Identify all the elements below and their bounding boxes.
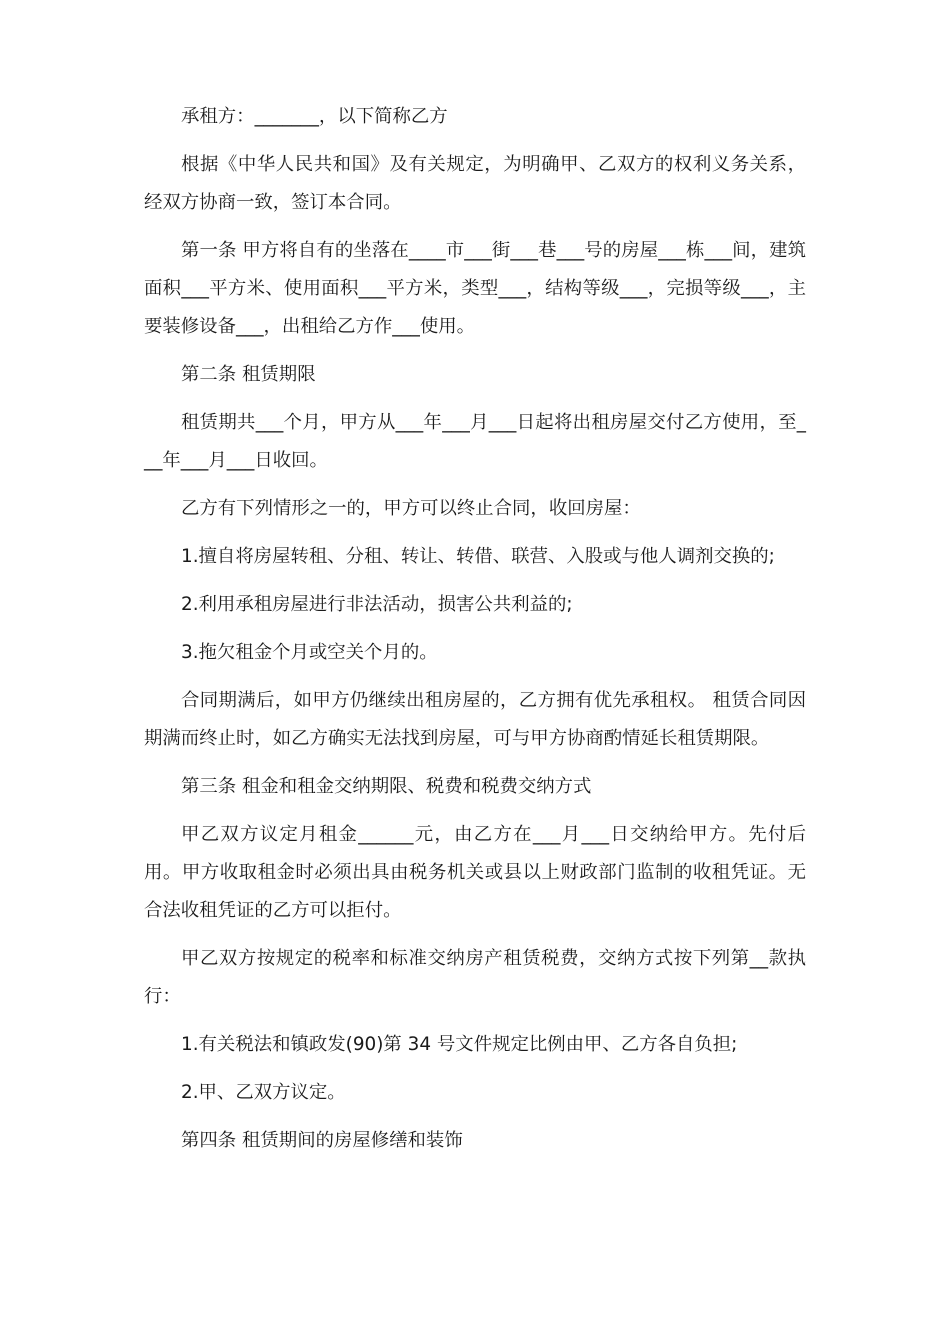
heading-article-2: 第二条 租赁期限 — [181, 364, 316, 385]
list-item-tax-1: 1.有关税法和镇政发(90)第 34 号文件规定比例由甲、乙方各自负担; — [181, 1034, 738, 1055]
paragraph-termination-conditions: 乙方有下列情形之一的，甲方可以终止合同，收回房屋： — [181, 498, 641, 519]
paragraph-article-1: 第一条 甲方将自有的坐落在____市___街___巷___号的房屋___栋___间，建筑面积___平方米、使用面积___平方米，类型___，结构等级___，完损等级___，主要装修设备___，出租给乙方作___使用。 — [144, 240, 806, 337]
heading-article-4: 第四条 租赁期间的房屋修缮和装饰 — [181, 1130, 463, 1151]
paragraph-preamble: 根据《中华人民共和国》及有关规定，为明确甲、乙双方的权利义务关系，经双方协商一致，签订本合同。 — [144, 154, 806, 213]
list-item-termination-3: 3.拖欠租金个月或空关个月的。 — [181, 642, 438, 663]
document-body — [144, 98, 806, 1170]
paragraph-tax: 甲乙双方按规定的税率和标准交纳房产租赁税费，交纳方式按下列第__款执行： — [144, 948, 806, 1007]
paragraph-lessee: 承租方：_______，以下简称乙方 — [181, 106, 448, 127]
heading-article-3: 第三条 租金和租金交纳期限、税费和税费交纳方式 — [181, 776, 592, 797]
list-item-tax-2: 2.甲、乙双方议定。 — [181, 1082, 346, 1103]
paragraph-renewal: 合同期满后，如甲方仍继续出租房屋的，乙方拥有优先承租权。 租赁合同因期满而终止时，如乙方确实无法找到房屋，可与甲方协商酌情延长租赁期限。 — [144, 690, 806, 749]
paragraph-rent: 甲乙双方议定月租金______元，由乙方在___月___日交纳给甲方。先付后用。甲方收取租金时必须出具由税务机关或县以上财政部门监制的收租凭证。无合法收租凭证的乙方可以拒付。 — [144, 824, 806, 921]
paragraph-lease-term: 租赁期共___个月，甲方从___年___月___日起将出租房屋交付乙方使用，至___年___月___日收回。 — [144, 412, 806, 471]
list-item-termination-1: 1.擅自将房屋转租、分租、转让、转借、联营、入股或与他人调剂交换的; — [181, 546, 775, 567]
list-item-termination-2: 2.利用承租房屋进行非法活动，损害公共利益的; — [181, 594, 573, 615]
